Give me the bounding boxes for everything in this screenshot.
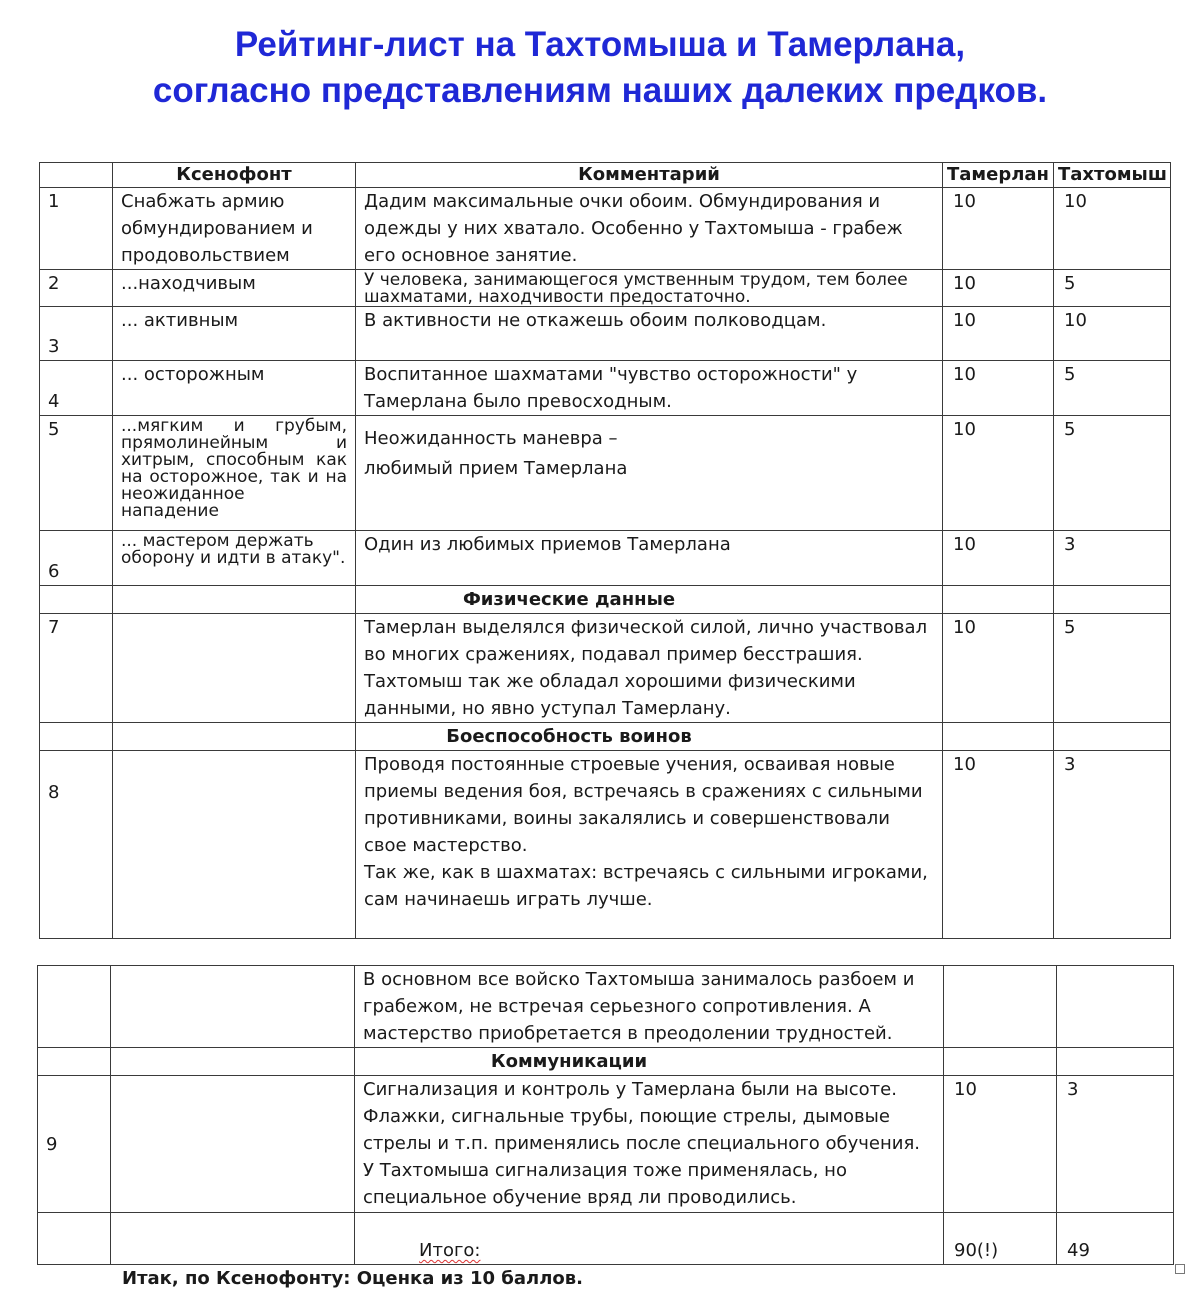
section-title: Коммуникации [355,1048,944,1076]
row-comment [355,1076,944,1213]
row-comment-line: любимый прием Тамерлана [364,458,628,479]
table-row [38,1076,1174,1213]
row-quality: Снабжать армию обмундированием и продовольствием [113,188,356,270]
tamerlan-score: 10 [943,416,1054,531]
tokhtamysh-total: 49 [1057,1213,1174,1265]
row-comment [356,751,943,939]
row-quality: ... активным [113,307,356,361]
tamerlan-score: 10 [943,531,1054,586]
row-comment: Дадим максимальные очки обоим. Обмундирования и одежды у них хватало. Особенно у Тахтомыша - грабеж его основное занятие. [356,188,943,270]
row-comment-line: Так же, как в шахматах: встречаясь с сильными игроками, сам начинаешь играть лучше. [364,862,928,910]
tamerlan-score [944,966,1057,1048]
table-row [40,416,1171,531]
row-comment-line: Сигнализация и контроль у Тамерлана были на высоте. Флажки, сигнальные трубы, поющие стрелы, дымовые стрелы и т.п. применялись после специального обучения. [363,1079,921,1154]
tokhtamysh-score: 5 [1054,361,1171,416]
tamerlan-score: 10 [943,751,1054,939]
rating-table [39,162,1171,939]
table-row [40,614,1171,723]
row-number: 4 [40,361,113,416]
tokhtamysh-score: 5 [1054,270,1171,307]
header-tokhtamysh: Тахтомыш [1054,163,1171,188]
row-number: 2 [40,270,113,307]
row-number: 9 [38,1076,111,1213]
tamerlan-score: 10 [943,307,1054,361]
tokhtamysh-score: 10 [1054,188,1171,270]
resize-handle[interactable] [1175,1264,1185,1274]
tamerlan-total: 90(!) [944,1213,1057,1265]
header-number [40,163,113,188]
total-row [38,1213,1174,1265]
table-row [40,307,1171,361]
row-number: 3 [40,307,113,361]
header-tamerlan: Тамерлан [943,163,1054,188]
row-comment-line: Проводя постоянные строевые учения, осваивая новые приемы ведения боя, встречаясь в сражениях с сильными противниками, воины закалялись и совершенствовали свое мастерство. [364,754,923,856]
table-row [40,270,1171,307]
row-comment: В активности не откажешь обоим полководцам. [356,307,943,361]
header-xenophon: Ксенофонт [113,163,356,188]
table-row [38,966,1174,1048]
row-comment [356,416,943,531]
tamerlan-score: 10 [943,614,1054,723]
row-quality: ... мастером держать оборону и идти в атаку". [113,531,356,586]
row-number: 7 [40,614,113,723]
row-comment-line: Неожиданность маневра – [364,428,618,449]
table-row [40,188,1171,270]
row-quality [113,614,356,723]
tamerlan-score: 10 [944,1076,1057,1213]
total-label: Итого: [419,1240,481,1261]
row-comment: Один из любимых приемов Тамерлана [356,531,943,586]
row-quality: ...мягким и грубым, прямолинейным и хитрым, способным как на осторожное, так и на неожиданное нападение [113,416,356,531]
tokhtamysh-score: 5 [1054,614,1171,723]
row-comment-line: У Тахтомыша сигнализация тоже применялась, но специальное обучение вряд ли проводились. [363,1160,847,1208]
row-quality: ...находчивым [113,270,356,307]
row-number: 8 [40,751,113,939]
row-quality: ... осторожным [113,361,356,416]
header-row [40,163,1171,188]
table-row [40,361,1171,416]
row-number [38,966,111,1048]
header-comment: Комментарий [356,163,943,188]
tokhtamysh-score: 10 [1054,307,1171,361]
tokhtamysh-score: 3 [1057,1076,1174,1213]
row-quality [111,1076,355,1213]
conclusion-text: Итак, по Ксенофонту: Оценка из 10 баллов. [122,1268,583,1289]
section-row [38,1048,1174,1076]
tokhtamysh-score: 3 [1054,751,1171,939]
section-title: Боеспособность воинов [356,723,943,751]
row-comment: У человека, занимающегося умственным трудом, тем более шахматами, находчивости предостаточно. [356,270,943,307]
section-row [40,586,1171,614]
title-line-2: согласно представлениям наших далеких предков. [152,71,1048,110]
tokhtamysh-score: 3 [1054,531,1171,586]
title-line-1: Рейтинг-лист на Тахтомыша и Тамерлана, [234,25,966,64]
row-number: 6 [40,531,113,586]
table-row [40,751,1171,939]
tokhtamysh-score [1057,966,1174,1048]
table-row [40,531,1171,586]
row-quality [113,751,356,939]
tamerlan-score: 10 [943,361,1054,416]
row-quality [111,966,355,1048]
tamerlan-score: 10 [943,270,1054,307]
section-title: Физические данные [356,586,943,614]
row-comment: Воспитанное шахматами "чувство осторожности" у Тамерлана было превосходным. [356,361,943,416]
section-row [40,723,1171,751]
rating-table-continued [37,965,1174,1265]
page-title [0,22,1200,114]
row-comment: В основном все войско Тахтомыша занималось разбоем и грабежом, не встречая серьезного сопротивления. А мастерство приобретается в преодолении трудностей. [355,966,944,1048]
tokhtamysh-score: 5 [1054,416,1171,531]
row-number: 5 [40,416,113,531]
row-comment: Тамерлан выделялся физической силой, лично участвовал во многих сражениях, подавал пример бесстрашия. Тахтомыш так же обладал хорошими физическими данными, но явно уступал Тамерлану. [356,614,943,723]
tamerlan-score: 10 [943,188,1054,270]
row-number: 1 [40,188,113,270]
